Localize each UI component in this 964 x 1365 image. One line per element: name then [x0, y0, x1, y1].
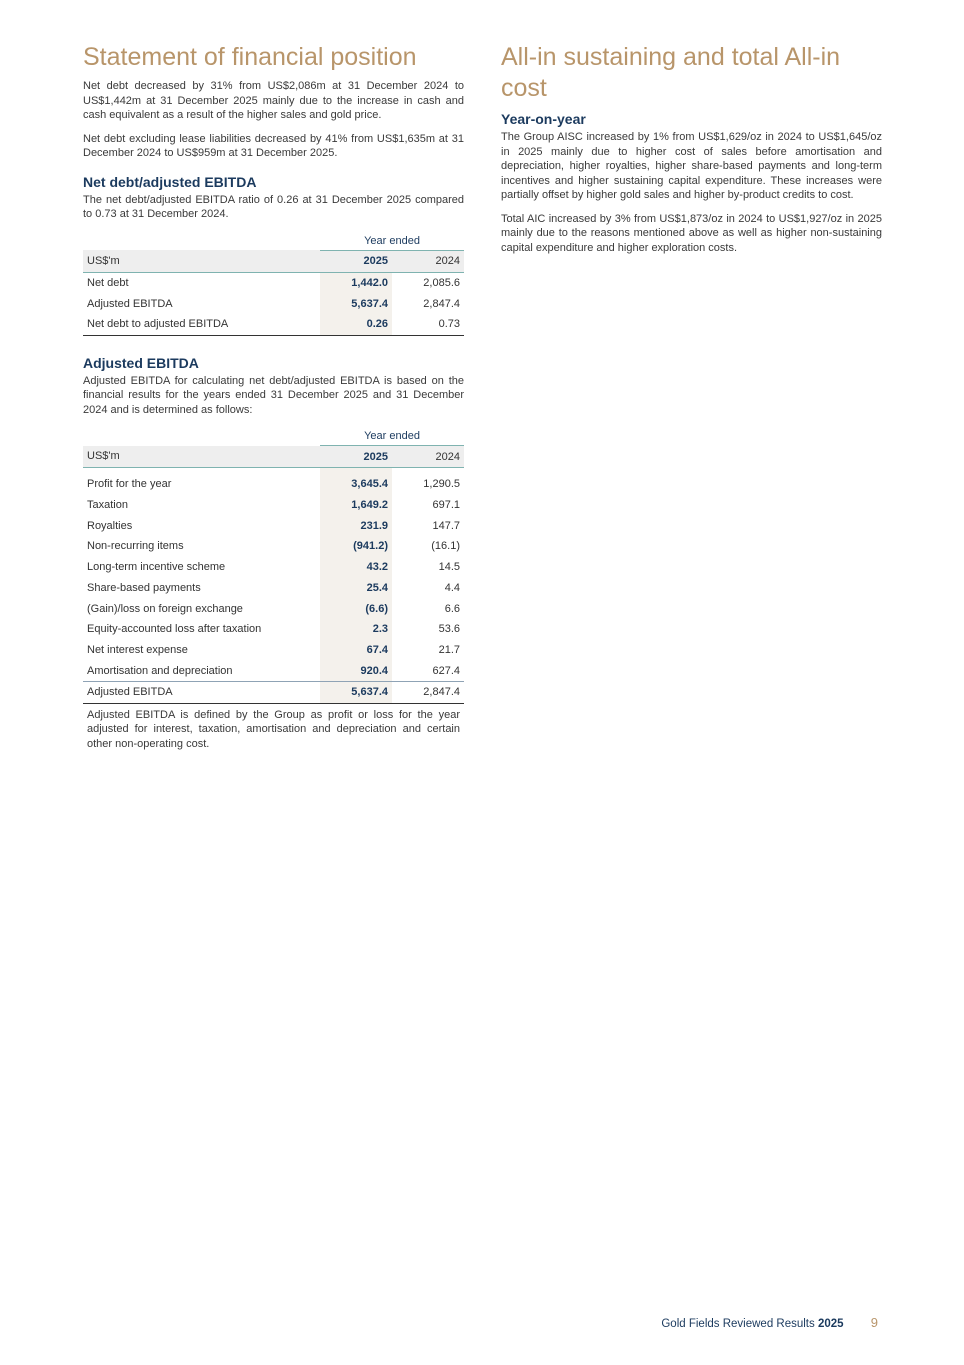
aic-paragraph: Total AIC increased by 3% from US$1,873/oz in 2024 to US$1,927/oz in 2025 mainly due to the reasons mentioned above as well as higher non-sustaining capital expenditure and higher exploration costs. [501, 212, 882, 254]
row-label: Net interest expense [87, 643, 188, 656]
row-value-2024: 697.1 [432, 499, 460, 512]
net-debt-table [83, 232, 464, 336]
row-label: (Gain)/loss on foreign exchange [87, 602, 243, 615]
row-value-2024: 147.7 [432, 519, 460, 532]
row-value-2025: 920.4 [320, 660, 392, 681]
net-debt-paragraph: Net debt decreased by 31% from US$2,086m at 31 December 2024 to US$1,442m at 31 December 2025 mainly due to the increase in cash and cash equivalent as a result of the higher sales and gold price. [83, 80, 464, 121]
left-column [83, 42, 464, 751]
row-value-2025: (6.6) [320, 598, 392, 619]
net-debt-ebitda-text: The net debt/adjusted EBITDA ratio of 0.26 at 31 December 2025 compared to 0.73 at 31 December 2024. [83, 193, 464, 220]
row-value-2024: 627.4 [392, 660, 464, 681]
row-value-2024: 6.6 [444, 602, 460, 615]
row-value-2025: 43.2 [320, 557, 392, 578]
year-ended-label: Year ended [320, 232, 464, 251]
row-label: Net debt [87, 276, 129, 289]
row-label: Long-term incentive scheme [87, 561, 226, 574]
row-value-2025: 231.9 [320, 515, 392, 536]
table-footnote: Adjusted EBITDA is defined by the Group as profit or loss for the year adjusted for interest, taxation, amortisation and depreciation and certain other non-operating cost. [87, 708, 460, 750]
total-label: Adjusted EBITDA [83, 681, 320, 703]
total-value-2025: 5,637.4 [320, 681, 392, 703]
col-2024-header: 2024 [392, 250, 464, 272]
row-value-2025: 1,649.2 [320, 495, 392, 516]
row-value-2024: 2,847.4 [423, 297, 460, 310]
page-number: 9 [870, 1315, 878, 1330]
row-label: Share-based payments [87, 581, 201, 594]
aisc-title: All-in sustaining and total All-in cost [501, 43, 841, 102]
row-label: Amortisation and depreciation [83, 660, 320, 681]
row-value-2024: (16.1) [431, 540, 460, 553]
net-debt-excl-lease-paragraph: Net debt excluding lease liabilities decreased by 41% from US$1,635m at 31 December 2024 to US$959m at 31 December 2025. [83, 132, 464, 159]
adjusted-ebitda-table [83, 427, 464, 704]
aisc-paragraph: The Group AISC increased by 1% from US$1,629/oz in 2024 to US$1,645/oz in 2025 mainly due to higher cost of sales before amortisation and depreciation, higher royalties, higher share-based payments and long-term incentives and higher sustaining capital expenditure. These increases were partially offset by higher gold sales and higher by-product credits to cost. [501, 131, 882, 201]
row-label: Equity-accounted loss after taxation [87, 623, 262, 636]
row-label: Net debt to adjusted EBITDA [83, 314, 320, 335]
row-label: Non-recurring items [87, 540, 184, 553]
row-value-2025: 3,645.4 [320, 474, 392, 495]
row-label: Taxation [87, 499, 128, 512]
net-debt-ebitda-heading: Net debt/adjusted EBITDA [83, 173, 257, 190]
row-value-2024: 53.6 [438, 623, 460, 636]
page-title: Statement of financial position [83, 43, 417, 71]
unit-header: US$'m [83, 446, 320, 468]
adjusted-ebitda-heading: Adjusted EBITDA [83, 354, 199, 371]
row-value-2024: 21.7 [438, 643, 460, 656]
year-on-year-heading: Year-on-year [501, 111, 586, 127]
row-value-2025: (941.2) [320, 536, 392, 557]
row-value-2025: 1,442.0 [320, 272, 392, 293]
row-value-2025: 67.4 [320, 640, 392, 661]
row-value-2024: 0.73 [392, 314, 464, 335]
row-value-2024: 2,085.6 [423, 276, 460, 289]
col-2025-header: 2025 [320, 250, 392, 272]
row-value-2024: 1,290.5 [423, 478, 460, 491]
row-value-2025: 25.4 [320, 578, 392, 599]
row-label: Profit for the year [87, 478, 172, 491]
right-column [501, 42, 882, 264]
row-value-2024: 14.5 [438, 561, 460, 574]
unit-header: US$'m [83, 250, 320, 272]
col-2025-header: 2025 [320, 446, 392, 468]
row-value-2025: 2.3 [320, 619, 392, 640]
row-label: Royalties [87, 519, 133, 532]
footer-doc-year: 2025 [817, 1318, 844, 1330]
col-2024-header: 2024 [392, 446, 464, 468]
footer-doc-title: Gold Fields Reviewed Results [661, 1318, 815, 1330]
year-ended-label: Year ended [320, 427, 464, 446]
row-value-2025: 0.26 [320, 314, 392, 335]
page-footer [661, 1315, 878, 1330]
adjusted-ebitda-text: Adjusted EBITDA for calculating net debt/adjusted EBITDA is based on the financial results for the years ended 31 December 2025 and 31 December 2024 and is determined as follows: [83, 374, 464, 416]
row-label: Adjusted EBITDA [87, 297, 173, 310]
total-value-2024: 2,847.4 [392, 681, 464, 703]
row-value-2024: 4.4 [444, 581, 460, 594]
row-value-2025: 5,637.4 [320, 293, 392, 314]
